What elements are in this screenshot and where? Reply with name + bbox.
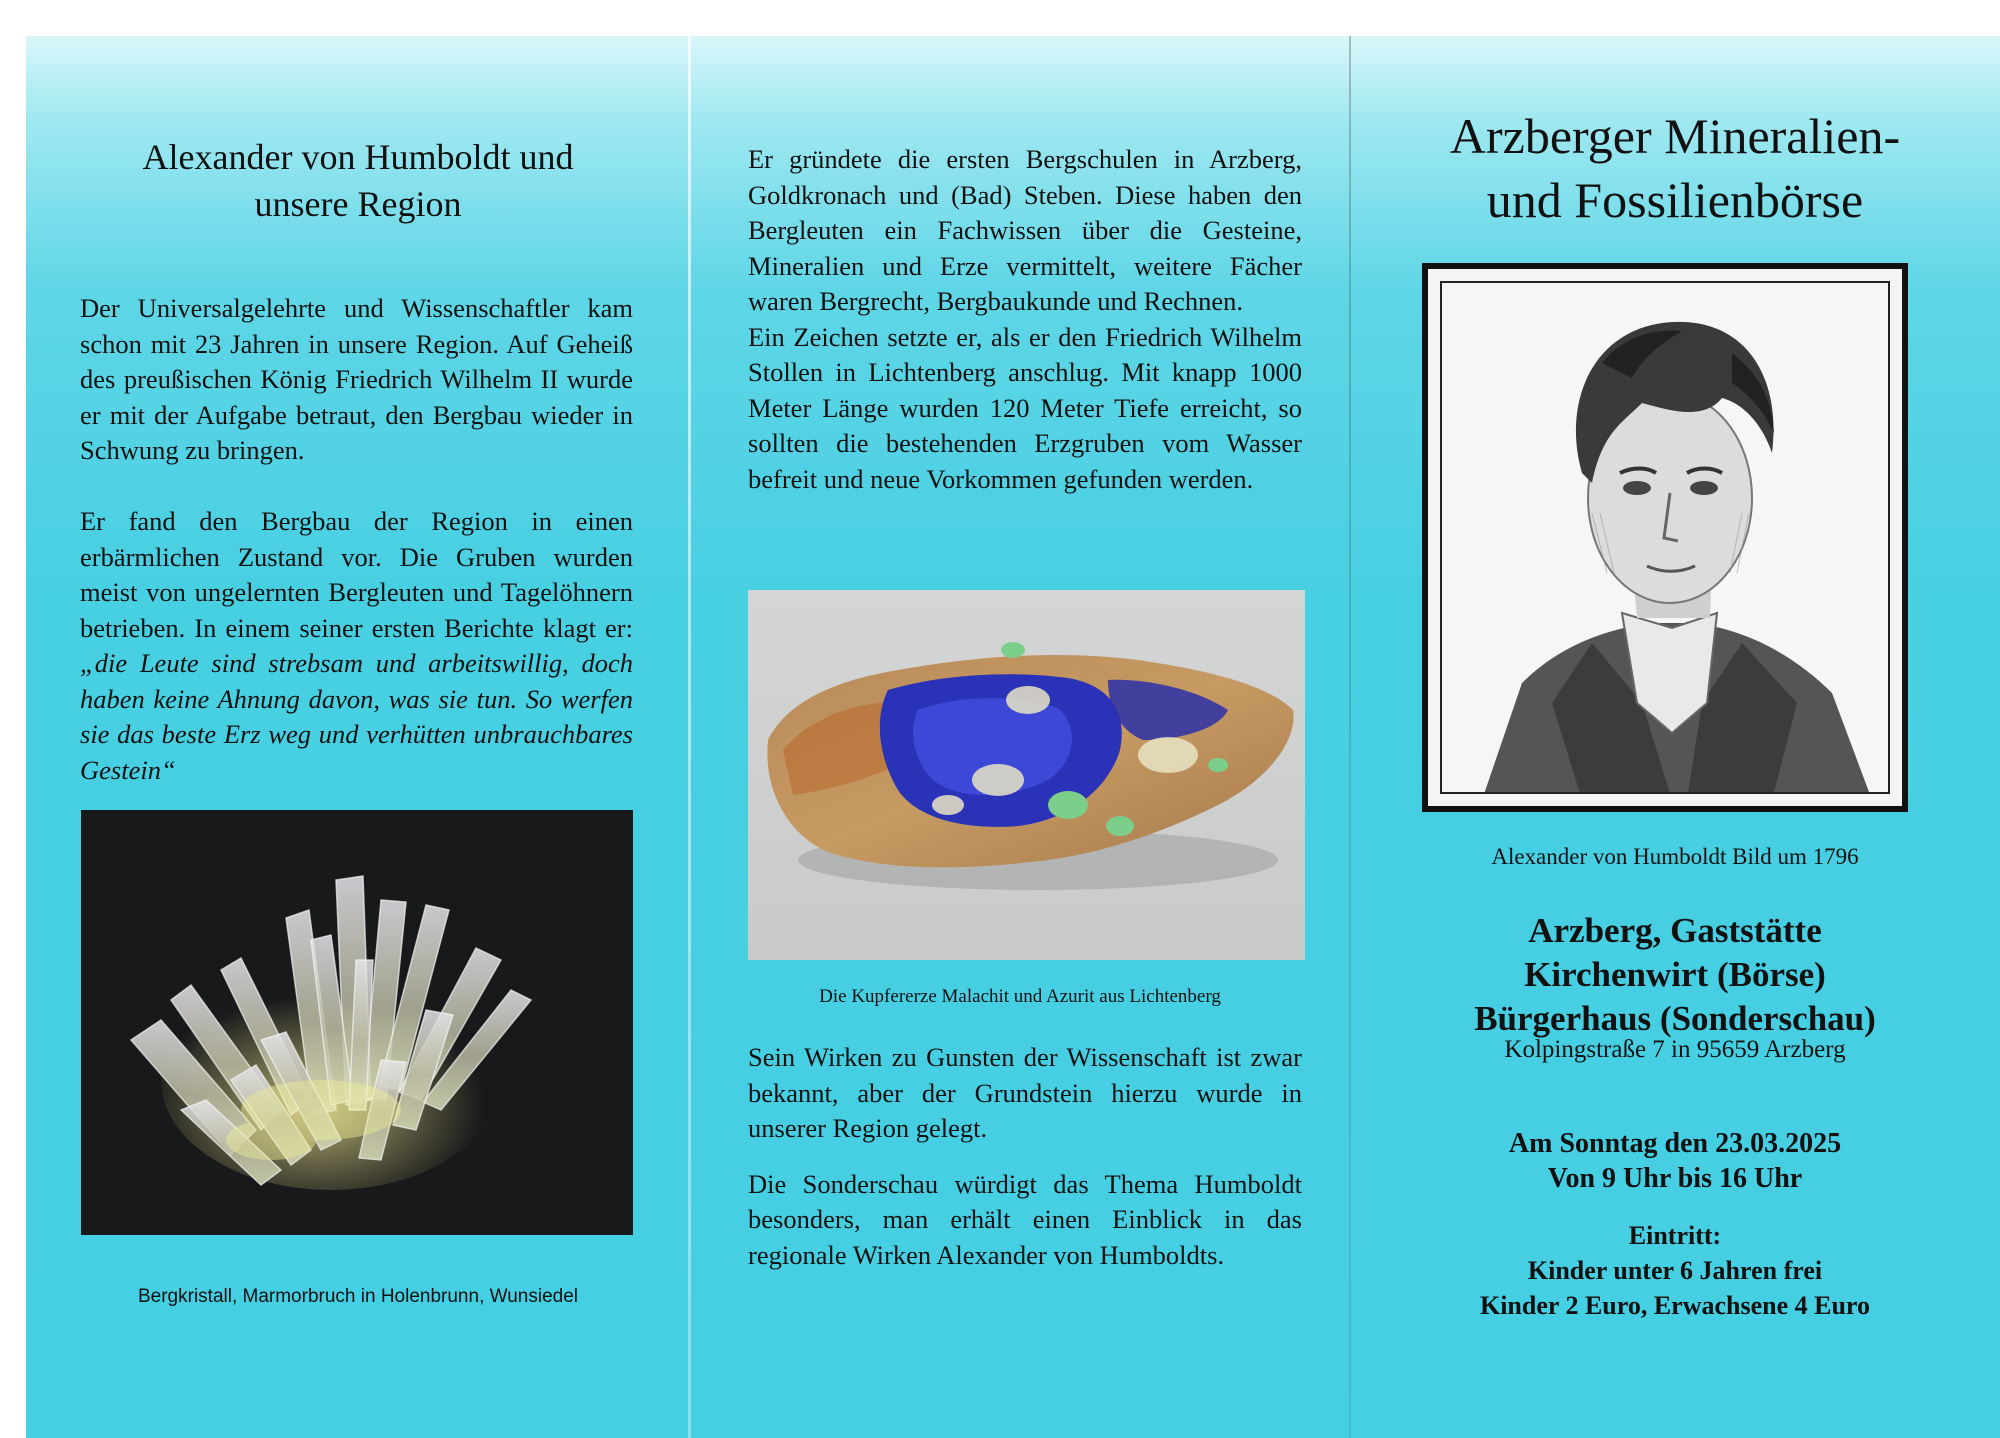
event-date xyxy=(1350,1126,2000,1196)
malachite-azurite-photo xyxy=(748,590,1305,960)
venue-line: Kirchenwirt (Börse) xyxy=(1524,955,1826,994)
admission-info xyxy=(1350,1218,2000,1323)
admission-line: Kinder 2 Euro, Erwachsene 4 Euro xyxy=(1479,1291,1871,1320)
portrait-caption: Alexander von Humboldt Bild um 1796 xyxy=(1491,844,1859,869)
panel-event-info xyxy=(1350,36,2000,1438)
paragraph-text: Er fand den Bergbau der Region in einen erbärmlichen Zustand vor. Die Gruben wurden meist von ungelernten Bergleuten und Tagelöhnern betrieben. In einem seiner ersten Berichte klagt er: xyxy=(80,506,633,643)
title-line: unsere Region xyxy=(254,184,462,224)
venue-info xyxy=(1350,909,2000,1041)
humboldt-portrait xyxy=(1440,281,1890,794)
humboldt-quote: „die Leute sind strebsam und arbeitswillig, doch haben keine Ahnung davon, was sie tun. So werfen sie das beste Erz weg und verhütten unbrauchbares Gestein“ xyxy=(80,648,633,785)
venue-address: Kolpingstraße 7 in 95659 Arzberg xyxy=(1504,1036,1846,1063)
malachite-azurite-caption: Die Kupfererze Malachit und Azurit aus Lichtenberg xyxy=(819,986,1221,1007)
paragraph: Ein Zeichen setzte er, als er den Friedrich Wilhelm Stollen in Lichtenberg anschlug. Mit knapp 1000 Meter Länge wurden 120 Meter Tiefe erreicht, so sollten die bestehenden Erzgruben vom Wasser befreit und neue Vorkommen gefunden werden. xyxy=(748,321,1302,494)
venue-line: Arzberg, Gaststätte xyxy=(1528,911,1822,950)
panel-humboldt-region xyxy=(26,36,690,1438)
rock-crystal-photo xyxy=(81,810,633,1235)
malachite-azurite-illustration xyxy=(748,590,1305,960)
title-line: Alexander von Humboldt und xyxy=(142,137,574,177)
admission-line: Kinder unter 6 Jahren frei xyxy=(1527,1256,1823,1285)
paragraph: Er gründete die ersten Bergschulen in Arzberg, Goldkronach und (Bad) Steben. Diese haben den Bergleuten ein Fachwissen über die Gesteine, Mineralien und Erze vermittelt, weitere Fächer waren Bergrecht, Bergbaukunde und Rechnen. xyxy=(748,144,1302,316)
special-exhibit-text xyxy=(748,1040,1302,1273)
mining-schools-text xyxy=(748,142,1302,497)
panel-mining-schools xyxy=(690,36,1350,1438)
humboldt-region-title xyxy=(26,134,690,228)
time-line: Von 9 Uhr bis 16 Uhr xyxy=(1547,1163,1803,1194)
paragraph: Die Sonderschau würdigt das Thema Humboldt besonders, man erhält einen Einblick in das regionale Wirken Alexander von Humboldts. xyxy=(748,1168,1302,1270)
paragraph: Sein Wirken zu Gunsten der Wissenschaft ist zwar bekannt, aber der Grundstein hierzu wurde in unserer Region gelegt. xyxy=(748,1042,1302,1143)
title-line: und Fossilienbörse xyxy=(1486,172,1864,228)
humboldt-region-text xyxy=(80,291,633,788)
admission-heading: Eintritt: xyxy=(1628,1221,1722,1250)
rock-crystal-illustration xyxy=(81,810,633,1235)
venue-line: Bürgerhaus (Sonderschau) xyxy=(1474,999,1876,1038)
paragraph: Der Universalgelehrte und Wissenschaftler kam schon mit 23 Jahren in unsere Region. Auf Geheiß des preußischen König Friedrich Wilhelm II wurde er mit der Aufgabe betraut, den Bergbau wieder in Schwung zu bringen. xyxy=(80,293,633,465)
rock-crystal-caption: Bergkristall, Marmorbruch in Holenbrunn, Wunsiedel xyxy=(137,1286,578,1307)
title-line: Arzberger Mineralien- xyxy=(1449,108,1901,164)
date-line: Am Sonntag den 23.03.2025 xyxy=(1508,1128,1842,1159)
humboldt-portrait-illustration xyxy=(1442,283,1890,794)
portrait-frame xyxy=(1422,263,1908,812)
paragraph xyxy=(80,504,633,788)
event-title xyxy=(1350,104,2000,232)
